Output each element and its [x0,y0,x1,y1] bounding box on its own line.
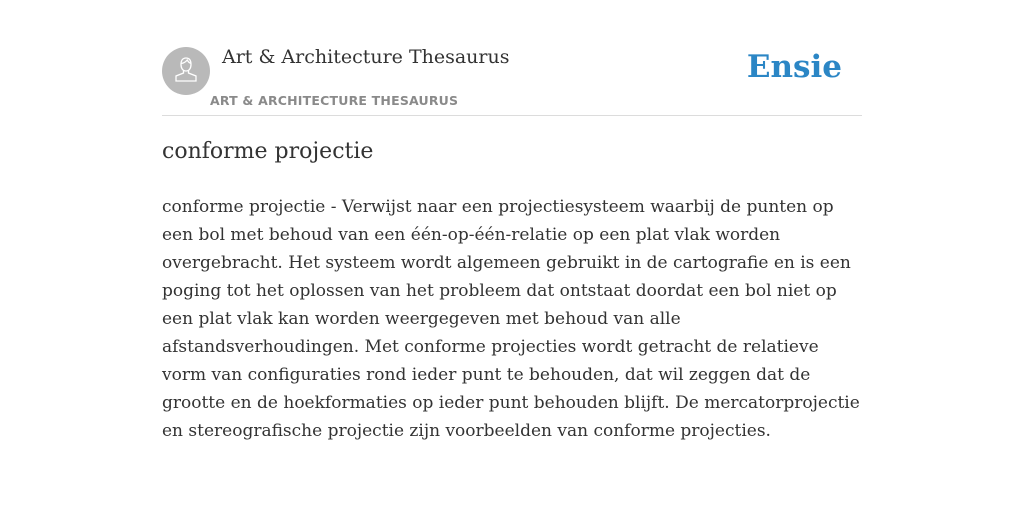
page-title: conforme projectie [162,139,374,164]
avatar[interactable] [162,47,210,95]
user-icon [173,55,199,88]
author-name[interactable]: Art & Architecture Thesaurus [222,46,510,68]
author-header [162,44,862,116]
brand-logo[interactable]: Ensie [746,49,842,85]
definition-text: conforme projectie - Verwijst naar een projectiesysteem waarbij de punten op een bol met behoud van een één-op-één-relatie op een plat vlak worden overgebracht. Het systeem wordt algemeen gebruikt in de cartografie en is een poging tot het oplossen van het probleem dat ontstaat doordat een bol niet op een plat vlak kan worden weergegeven met behoud van alle afstandsverhoudingen. Met conforme projecties wordt getracht de relatieve vorm van configuraties rond ieder punt te behouden, dat wil zeggen dat de grootte en de hoekformaties op ieder punt behouden blijft. De mercatorprojectie en stereografische projectie zijn voorbeelden van conforme projecties. [162,197,860,441]
author-source-label: ART & ARCHITECTURE THESAURUS [210,93,459,108]
